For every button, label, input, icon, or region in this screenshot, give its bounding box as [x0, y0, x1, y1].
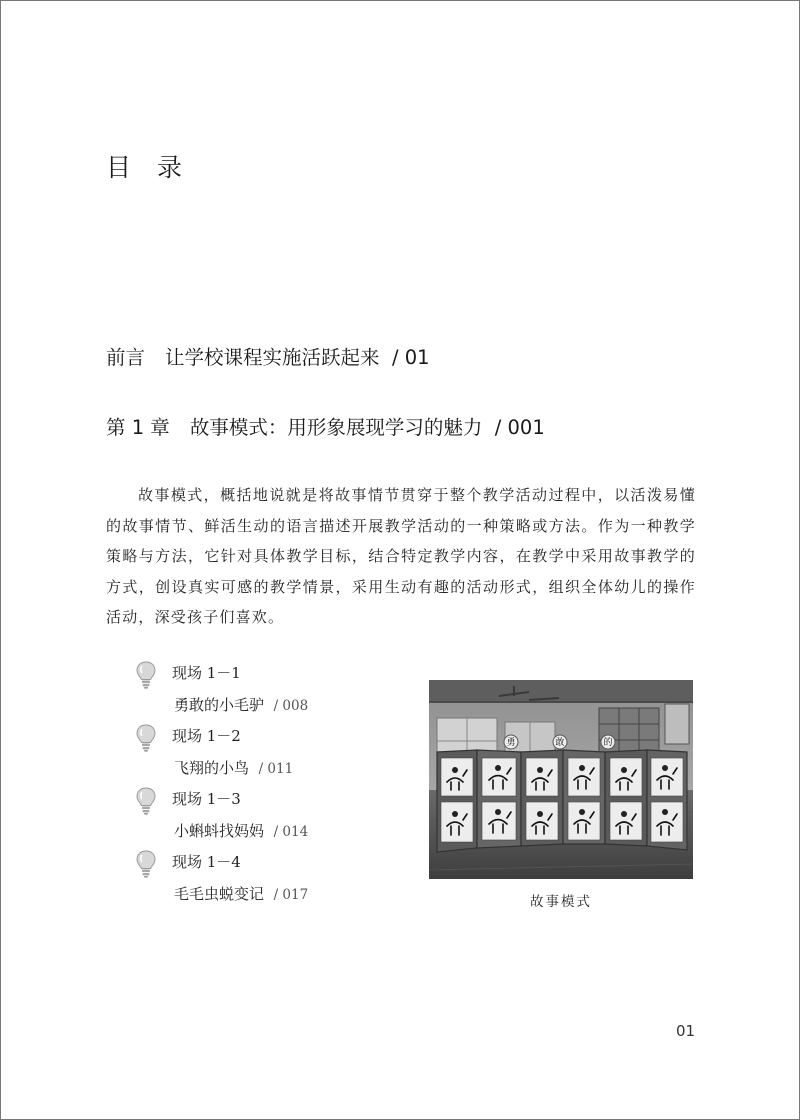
preface-label: 前言 — [106, 346, 146, 369]
scene-story-title: 勇敢的小毛驴 / 008 — [174, 696, 309, 714]
classroom-photo — [429, 680, 693, 879]
scene-page-ref: / 011 — [258, 761, 294, 777]
scene-page-ref: / 017 — [273, 887, 309, 903]
lightbulb-icon — [136, 787, 156, 815]
classroom-photo-drawing — [429, 680, 693, 879]
toc-entry-preface[interactable] — [106, 342, 430, 370]
photo-caption: 故事模式 — [530, 894, 592, 910]
scene-list — [136, 658, 416, 910]
scene-label: 现场 1－2 — [172, 727, 241, 745]
scene-page-ref: / 008 — [273, 698, 309, 714]
page-number: 01 — [676, 1022, 696, 1040]
chapter-intro-paragraph: 故事模式，概括地说就是将故事情节贯穿于整个教学活动过程中，以活泼易懂的故事情节、鲜活生动的语言描述开展教学活动的一种策略或方法。作为一种教学策略与方法，它针对具体教学目标，结合特定教学内容，在教学中采用故事教学的方式，创设真实可感的教学情景，采用生动有趣的活动形式，组织全体幼儿的操作活动，深受孩子们喜欢。 — [106, 486, 696, 626]
scene-page-ref: / 014 — [273, 824, 309, 840]
scene-story-title: 飞翔的小鸟 / 011 — [174, 759, 294, 777]
banner-char: 勇 — [506, 738, 516, 748]
scene-label: 现场 1－3 — [172, 790, 241, 808]
scene-entry-2[interactable] — [136, 721, 416, 784]
scene-label: 现场 1－1 — [172, 664, 241, 682]
scene-story-title: 小蝌蚪找妈妈 / 014 — [174, 822, 309, 840]
scene-entry-4[interactable] — [136, 847, 416, 910]
lightbulb-icon — [136, 850, 156, 878]
preface-page: / 01 — [391, 346, 430, 369]
banner-char: 的 — [603, 738, 613, 748]
chapter-1-title: 故事模式：用形象展现学习的魅力 — [189, 416, 483, 439]
lightbulb-icon — [136, 724, 156, 752]
lightbulb-icon — [136, 661, 156, 689]
preface-title: 让学校课程实施活跃起来 — [165, 346, 380, 369]
scene-label: 现场 1－4 — [172, 853, 241, 871]
chapter-1-label: 第 1 章 — [106, 416, 170, 439]
toc-title: 目 录 — [106, 153, 191, 182]
toc-entry-chapter-1[interactable] — [106, 412, 545, 440]
banner-char: 敢 — [555, 738, 565, 748]
scene-story-title: 毛毛虫蜕变记 / 017 — [174, 885, 309, 903]
chapter-1-page: / 001 — [494, 416, 545, 439]
scene-entry-1[interactable] — [136, 658, 416, 721]
scene-entry-3[interactable] — [136, 784, 416, 847]
